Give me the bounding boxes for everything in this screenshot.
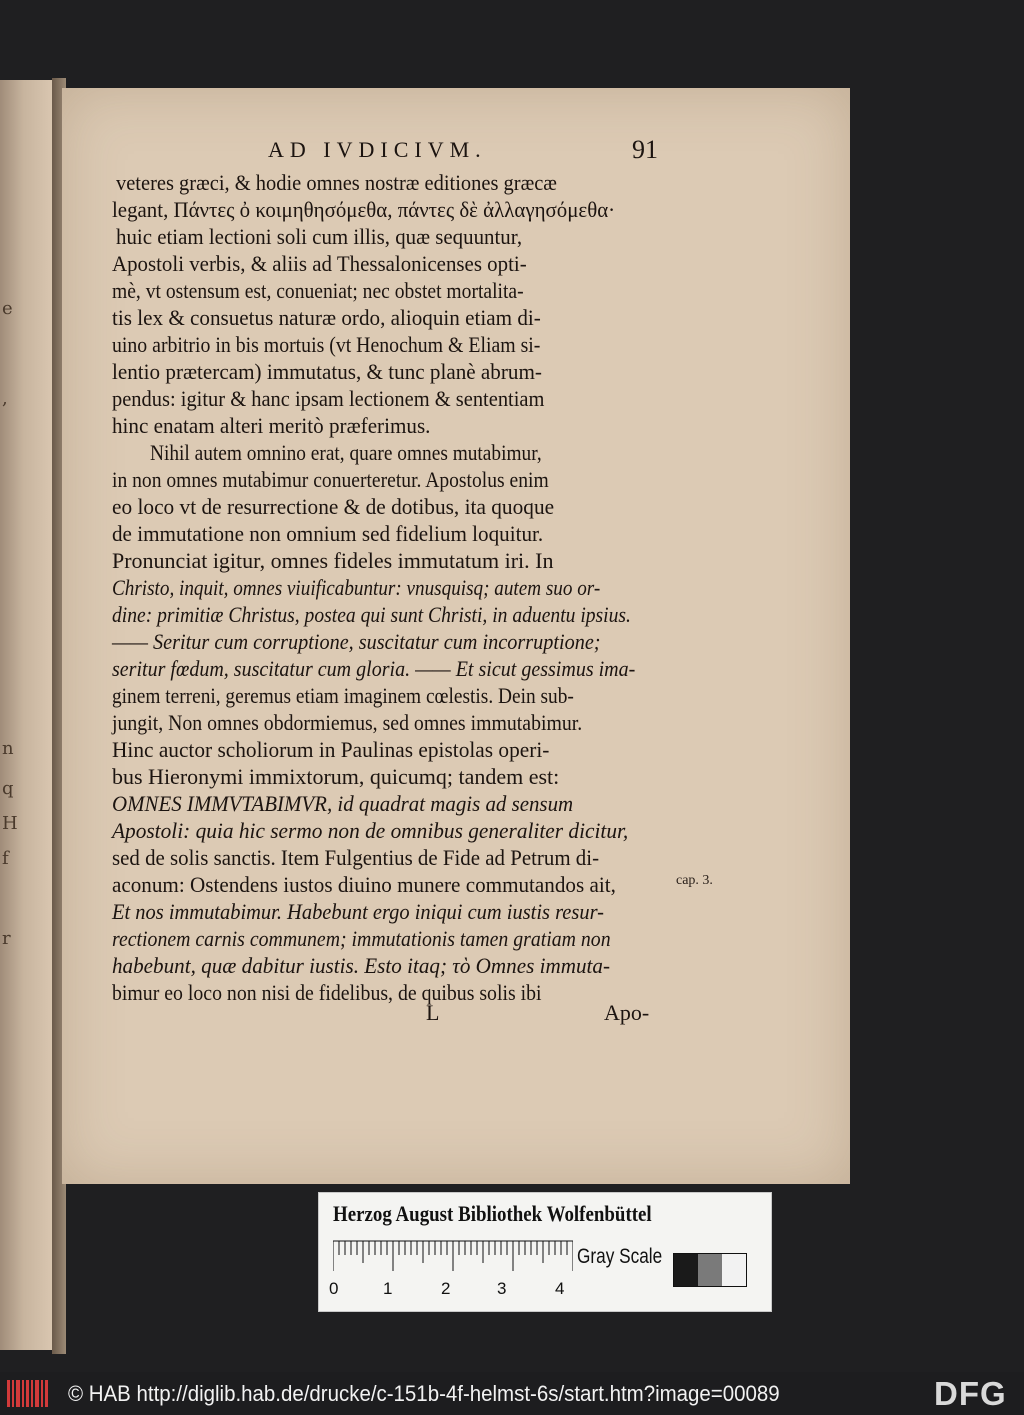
- ruler-numbers: [327, 1279, 587, 1301]
- text-line: hinc enatam alteri meritò præferimus.: [112, 413, 431, 438]
- page-number: 91: [632, 135, 658, 164]
- signature-mark: L: [426, 1000, 440, 1025]
- color-scale-card: [318, 1192, 772, 1312]
- text-line: ginem terreni, geremus etiam imaginem cœlestis. Dein sub-: [112, 683, 574, 708]
- ruler-number: 4: [555, 1279, 565, 1298]
- text-line: bus Hieronymi immixtorum, quicumq; tandem est:: [112, 764, 560, 789]
- gray-swatch-light: [722, 1254, 746, 1286]
- text-line: —— Seritur cum corruptione, suscitatur cum incorruptione;: [112, 629, 601, 654]
- text-line: jungit, Non omnes obdormiemus, sed omnes immutabimur.: [112, 710, 583, 735]
- marginal-note: cap. 3.: [676, 873, 713, 888]
- text-line: Christo, inquit, omnes viuificabuntur: vnusquisq; autem suo or-: [112, 575, 601, 600]
- text-line: veteres græci, & hodie omnes nostræ editiones græcæ: [116, 170, 557, 195]
- text-line: Apostoli verbis, & aliis ad Thessalonicenses opti-: [112, 251, 527, 276]
- gray-scale-swatches: [673, 1253, 747, 1287]
- text-line: Apostoli: quia hic sermo non de omnibus generaliter dicitur,: [112, 818, 629, 843]
- ruler-number: 2: [441, 1279, 451, 1298]
- text-line: rectionem carnis communem; immutationis tamen gratiam non: [112, 926, 611, 951]
- text-line: Pronunciat igitur, omnes fideles immutatum iri. In: [112, 548, 554, 573]
- source-url[interactable]: © HAB http://diglib.hab.de/drucke/c-151b-4f-helmst-6s/start.htm?image=00089: [68, 1381, 780, 1406]
- text-line: eo loco vt de resurrectione & de dotibus, ita quoque: [112, 494, 555, 519]
- text-line: Nihil autem omnino erat, quare omnes mutabimur,: [150, 440, 542, 465]
- gray-swatch-dark: [674, 1254, 698, 1286]
- gray-scale-label: Gray Scale: [577, 1245, 663, 1268]
- text-line: Hinc auctor scholiorum in Paulinas epistolas operi-: [112, 737, 550, 762]
- previous-page-edge: e , n q H f r: [0, 80, 52, 1350]
- text-line: dine: primitiæ Christus, postea qui sunt Christi, in aduentu ipsius.: [112, 602, 631, 627]
- text-line: habebunt, quæ dabitur iustis. Esto itaq; τὸ Omnes immuta-: [112, 953, 611, 978]
- barcode-icon: [6, 1378, 50, 1409]
- text-line: pendus: igitur & hanc ipsam lectionem & sententiam: [112, 386, 545, 411]
- text-line: aconum: Ostendens iustos diuino munere commutandos ait,: [112, 872, 616, 897]
- text-line: sed de solis sanctis. Item Fulgentius de Fide ad Petrum di-: [112, 845, 600, 870]
- gray-swatch-mid: [698, 1254, 722, 1286]
- text-line: bimur eo loco non nisi de fidelibus, de quibus solis ibi: [112, 980, 542, 1005]
- dfg-logo: DFG: [934, 1375, 1007, 1412]
- library-name: Herzog August Bibliothek Wolfenbüttel: [333, 1201, 652, 1226]
- text-line: de immutatione non omnium sed fidelium loquitur.: [112, 521, 544, 546]
- text-line: uino arbitrio in bis mortuis (vt Henochum & Eliam si-: [112, 332, 541, 357]
- text-line: huic etiam lectioni soli cum illis, quæ sequuntur,: [116, 224, 523, 249]
- text-line: lentio prætercam) immutatus, & tunc planè abrum-: [112, 359, 542, 384]
- footer-bar: [0, 1372, 1024, 1415]
- running-head: AD IVDICIVM.: [268, 137, 487, 162]
- text-line: legant, Πάντες ὀ κοιμηθησόμεθα, πάντες δὲ ἀλλαγησόμεθα·: [112, 197, 616, 222]
- text-line: tis lex & consuetus naturæ ordo, alioquin etiam di-: [112, 305, 541, 330]
- ruler-number: 3: [497, 1279, 507, 1298]
- text-line: seritur fœdum, suscitatur cum gloria. —— Et sicut gessimus ima-: [112, 656, 636, 681]
- text-line: in non omnes mutabimur conuerteretur. Apostolus enim: [112, 467, 549, 492]
- ruler-number: 0: [329, 1279, 339, 1298]
- ruler-number: 1: [383, 1279, 393, 1298]
- text-line: mè, vt ostensum est, conueniat; nec obstet mortalita-: [112, 278, 524, 303]
- ruler-scale: [333, 1239, 573, 1273]
- catchword: Apo-: [604, 1000, 650, 1025]
- text-line: Et nos immutabimur. Habebunt ergo iniqui cum iustis resur-: [112, 899, 604, 924]
- text-line: OMNES IMMVTABIMVR, id quadrat magis ad sensum: [112, 791, 574, 816]
